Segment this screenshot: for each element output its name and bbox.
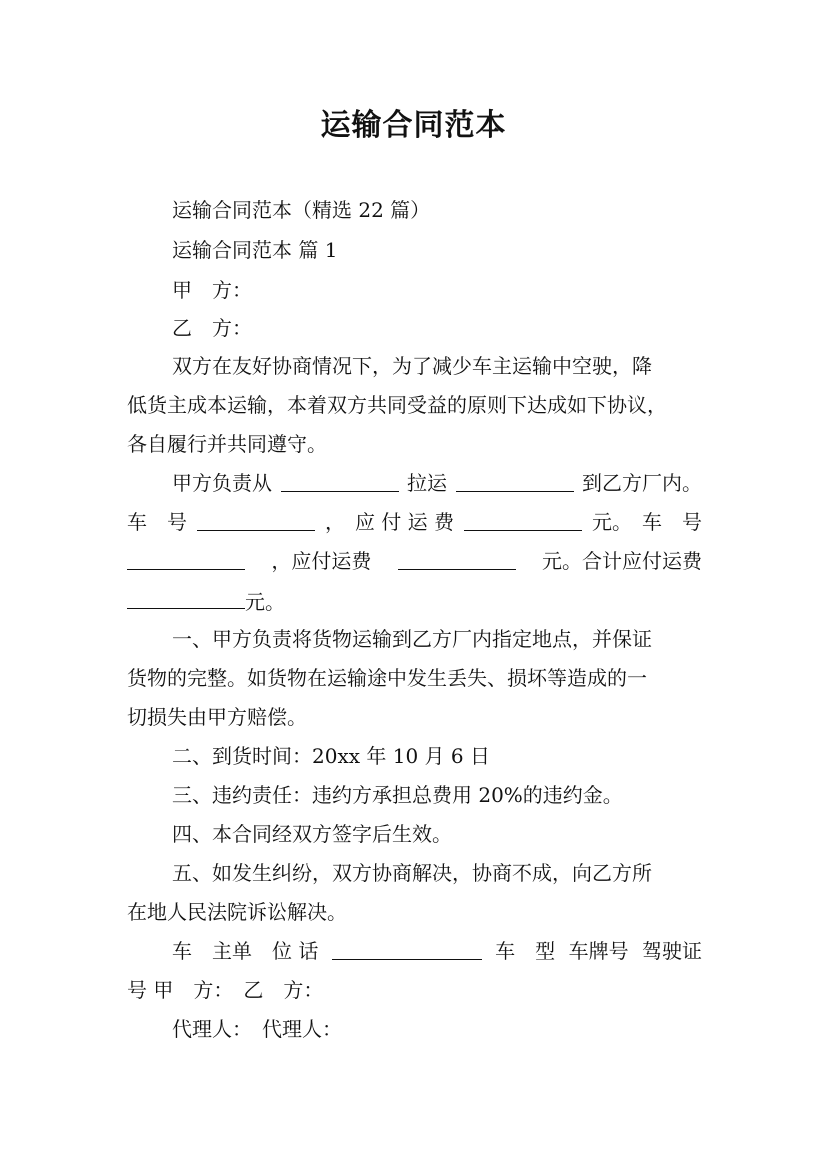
plate-label-2: 车 号 xyxy=(641,510,702,534)
freight-blank-2 xyxy=(398,549,516,570)
plate-label-1: 车 号 xyxy=(127,510,187,534)
freight-blank-1 xyxy=(464,510,582,531)
intro-line-1: 双方在友好协商情况下，为了减少车主运输中空驶，降 xyxy=(172,354,652,378)
agents-line: 代理人： 代理人： xyxy=(172,1017,342,1041)
clause-4: 四、本合同经双方签字后生效。 xyxy=(172,822,452,846)
signature-line-1 xyxy=(172,939,702,963)
origin-blank xyxy=(281,471,399,492)
party-b-label: 乙 方： xyxy=(172,316,252,340)
clause-5-line-1: 五、如发生纠纷，双方协商解决，协商不成，向乙方所 xyxy=(172,861,652,885)
transport-from-prefix: 甲方负责从 xyxy=(172,471,272,495)
transport-haul: 拉运 xyxy=(407,471,447,495)
owner-unit-phone-label: 车 主单 位 话 xyxy=(172,939,319,963)
total-freight-blank xyxy=(127,588,245,609)
transport-to-factory: 到乙方厂内。 xyxy=(582,471,702,495)
payable-freight-label-2: ，应付运费 xyxy=(271,549,372,573)
intro-line-3: 各自履行并共同遵守。 xyxy=(127,432,327,456)
license-label-a: 驾驶证 xyxy=(641,939,702,963)
payable-freight-label: 应 付 运 费 xyxy=(354,510,455,534)
plate-blank-2 xyxy=(127,549,245,570)
clause-3: 三、违约责任：违约方承担总费用 20%的违约金。 xyxy=(172,783,623,807)
transport-line-3 xyxy=(127,549,702,573)
intro-line-2: 低货主成本运输，本着双方共同受益的原则下达成如下协议， xyxy=(127,393,667,417)
plate-blank-1 xyxy=(197,510,315,531)
section-heading: 运输合同范本 篇 1 xyxy=(172,238,338,262)
document-title: 运输合同范本 xyxy=(320,108,507,143)
vehicle-type-label: 车 型 xyxy=(495,939,556,963)
cargo-blank xyxy=(456,471,574,492)
clause-5-line-2: 在地人民法院诉讼解决。 xyxy=(127,900,347,924)
phone-blank xyxy=(332,939,482,960)
transport-line-1 xyxy=(172,471,702,495)
total-freight-label: 元。合计应付运费 xyxy=(541,549,702,573)
transport-line-4 xyxy=(127,588,702,614)
document-subtitle: 运输合同范本（精选 22 篇） xyxy=(172,198,431,222)
clause-1-line-1: 一、甲方负责将货物运输到乙方厂内指定地点，并保证 xyxy=(172,627,652,651)
signature-line-2: 号 甲 方： 乙 方： xyxy=(127,978,324,1002)
party-a-label: 甲 方： xyxy=(172,278,252,302)
clause-2: 二、到货时间：20xx 年 10 月 6 日 xyxy=(172,744,490,768)
yuan-period: 元。 xyxy=(592,510,632,534)
clause-1-line-2: 货物的完整。如货物在运输途中发生丢失、损坏等造成的一 xyxy=(127,666,647,690)
yuan-end: 元。 xyxy=(245,590,285,614)
comma: ， xyxy=(324,510,345,534)
transport-line-2 xyxy=(127,510,702,534)
plate-no-label: 车牌号 xyxy=(568,939,629,963)
clause-1-line-3: 切损失由甲方赔偿。 xyxy=(127,705,307,729)
